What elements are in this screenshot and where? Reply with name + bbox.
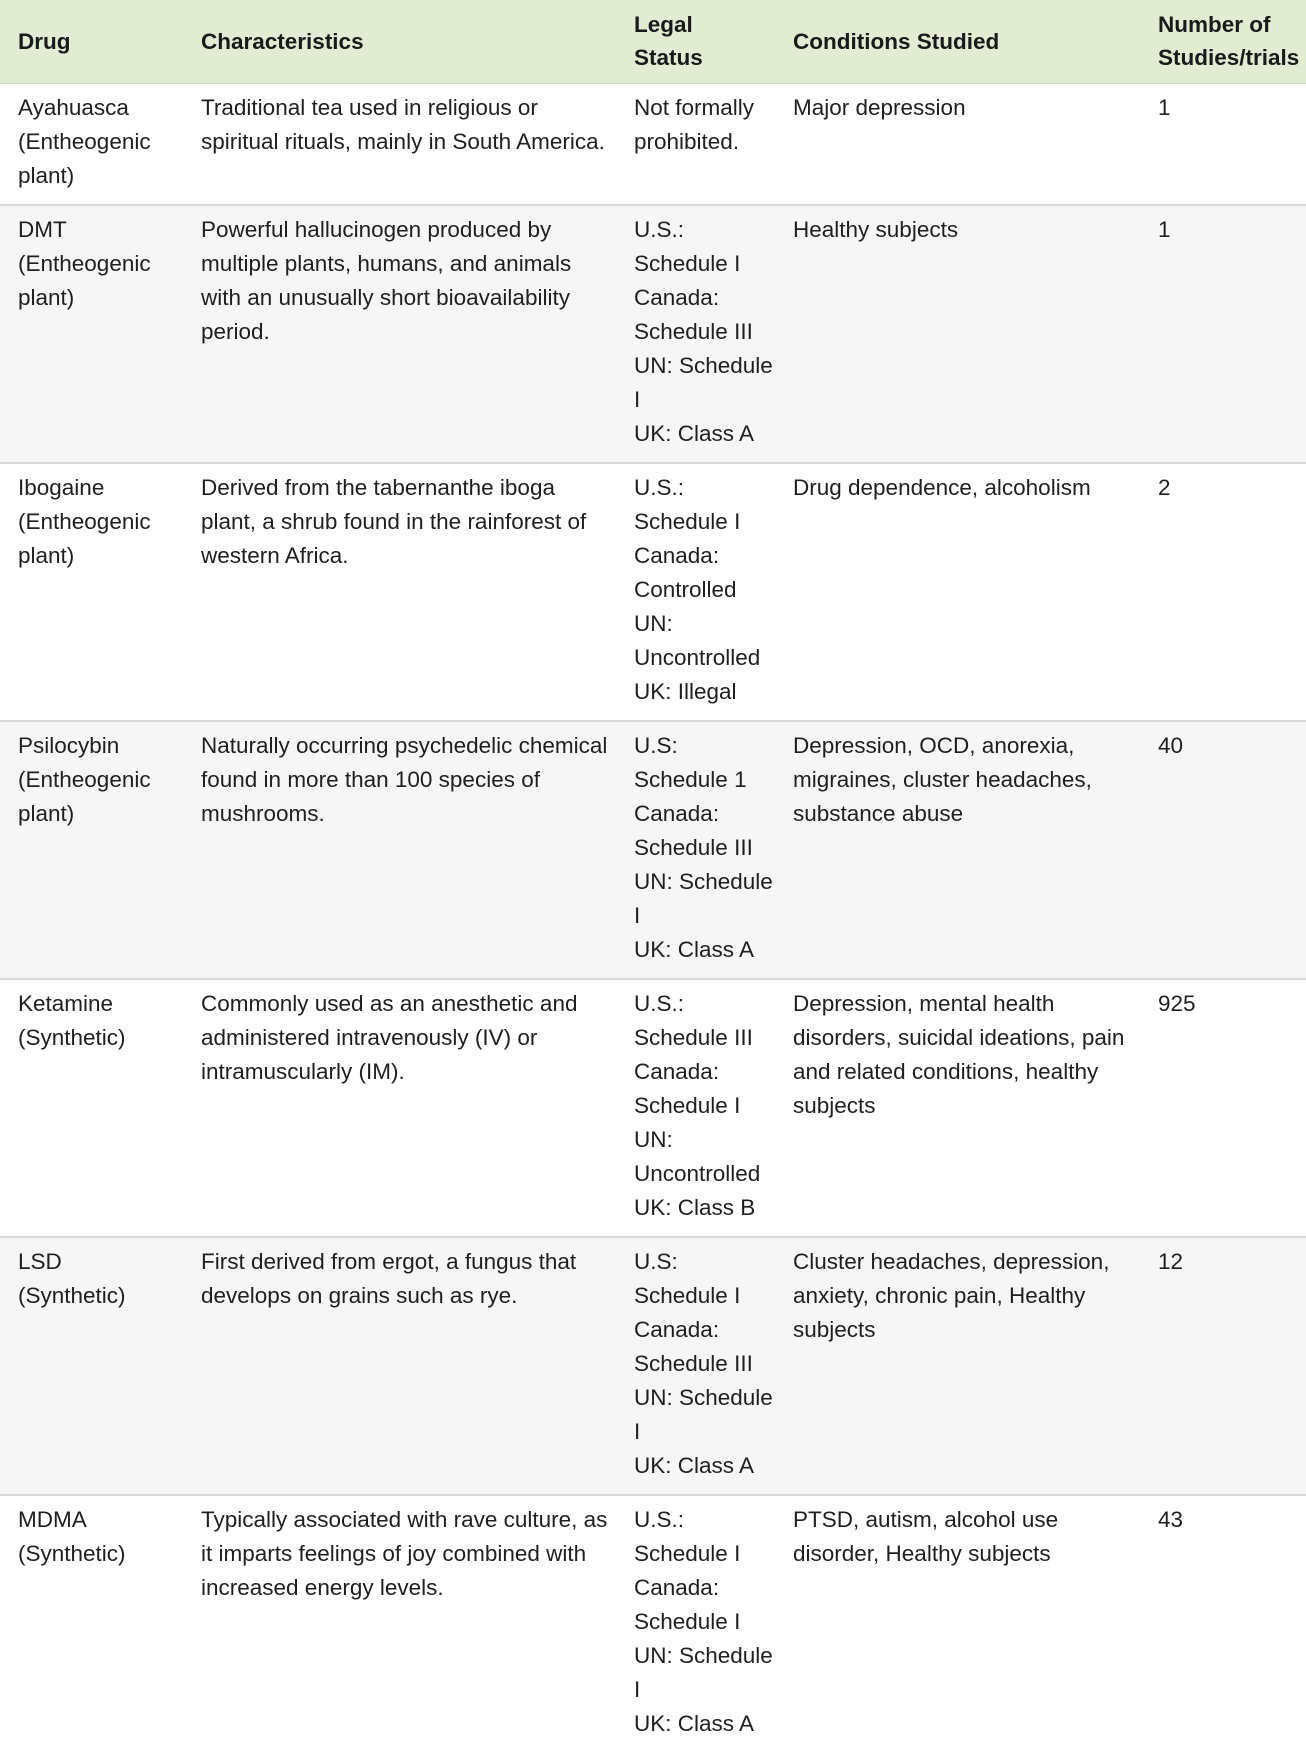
table-row <box>0 1237 1306 1495</box>
legal-status-entry: U.S.: Schedule I <box>634 1506 741 1566</box>
table-row <box>0 463 1306 721</box>
drug-cell <box>0 463 183 721</box>
table-header <box>0 0 1306 83</box>
drug-name: DMT <box>18 216 67 242</box>
studies-count-cell: 43 <box>1140 1495 1306 1752</box>
legal-status-entry: Canada: Schedule III <box>634 800 753 860</box>
drug-name: Psilocybin <box>18 732 120 758</box>
studies-count-cell: 40 <box>1140 721 1306 979</box>
legal-status-cell <box>616 721 775 979</box>
table-row <box>0 721 1306 979</box>
drug-type: (Entheogenic plant) <box>18 508 151 568</box>
legal-status-entry: UN: Schedule I <box>634 352 773 412</box>
legal-status-entry: UK: Class A <box>634 1452 755 1478</box>
studies-count-cell: 2 <box>1140 463 1306 721</box>
legal-status-entry: UK: Class A <box>634 1710 755 1736</box>
legal-status-cell <box>616 205 775 463</box>
table-row <box>0 83 1306 205</box>
header-number-of-studies <box>1140 0 1306 83</box>
drug-name: Ayahuasca <box>18 94 129 120</box>
drug-name: Ketamine <box>18 990 114 1016</box>
drug-cell <box>0 979 183 1237</box>
legal-status-entry: U.S: Schedule I <box>634 1248 741 1308</box>
characteristics-cell: Naturally occurring psychedelic chemical found in more than 100 species of mushrooms. <box>183 721 616 979</box>
table-body <box>0 83 1306 1752</box>
header-legal-status <box>616 0 775 83</box>
header-legal-status-line2: Status <box>634 45 703 71</box>
table-row <box>0 1495 1306 1752</box>
conditions-cell: Depression, mental health disorders, suicidal ideations, pain and related conditions, healthy subjects <box>775 979 1140 1237</box>
drug-name: Ibogaine <box>18 474 105 500</box>
studies-count-cell: 925 <box>1140 979 1306 1237</box>
legal-status-cell <box>616 1237 775 1495</box>
characteristics-cell: Commonly used as an anesthetic and administered intravenously (IV) or intramuscularly (IM). <box>183 979 616 1237</box>
header-drug: Drug <box>18 28 71 54</box>
header-row <box>0 0 1306 83</box>
conditions-cell: Drug dependence, alcoholism <box>775 463 1140 721</box>
studies-count-cell: 1 <box>1140 83 1306 205</box>
header-conditions-studied: Conditions Studied <box>793 28 1000 54</box>
drug-cell <box>0 205 183 463</box>
characteristics-cell: Traditional tea used in religious or spiritual rituals, mainly in South America. <box>183 83 616 205</box>
drug-cell <box>0 1237 183 1495</box>
drug-cell <box>0 721 183 979</box>
drug-type: (Entheogenic plant) <box>18 766 151 826</box>
legal-status-cell <box>616 463 775 721</box>
legal-status-cell <box>616 83 775 205</box>
legal-status-entry: Not formally prohibited. <box>634 94 755 154</box>
conditions-cell: Cluster headaches, depression, anxiety, chronic pain, Healthy subjects <box>775 1237 1140 1495</box>
legal-status-entry: UK: Class A <box>634 936 755 962</box>
legal-status-entry: UN: Uncontrolled <box>634 1126 761 1186</box>
studies-count-cell: 1 <box>1140 205 1306 463</box>
legal-status-entry: Canada: Schedule III <box>634 284 753 344</box>
drug-type: (Synthetic) <box>18 1024 126 1050</box>
drug-type: (Synthetic) <box>18 1282 126 1308</box>
drug-type: (Entheogenic plant) <box>18 250 151 310</box>
drug-type: (Synthetic) <box>18 1540 126 1566</box>
header-studies-line1: Number of <box>1158 12 1271 38</box>
legal-status-entry: Canada: Schedule III <box>634 1316 753 1376</box>
header-characteristics: Characteristics <box>201 28 364 54</box>
conditions-cell: Healthy subjects <box>775 205 1140 463</box>
legal-status-entry: U.S.: Schedule III <box>634 990 753 1050</box>
characteristics-cell: Powerful hallucinogen produced by multiple plants, humans, and animals with an unusually short bioavailability period. <box>183 205 616 463</box>
conditions-cell: PTSD, autism, alcohol use disorder, Healthy subjects <box>775 1495 1140 1752</box>
legal-status-entry: UK: Illegal <box>634 678 737 704</box>
characteristics-cell: Typically associated with rave culture, as it imparts feelings of joy combined with increased energy levels. <box>183 1495 616 1752</box>
legal-status-entry: U.S.: Schedule I <box>634 216 741 276</box>
legal-status-entry: Canada: Schedule I <box>634 1574 741 1634</box>
legal-status-entry: UK: Class B <box>634 1194 756 1220</box>
legal-status-entry: UK: Class A <box>634 420 755 446</box>
legal-status-cell <box>616 1495 775 1752</box>
legal-status-entry: UN: Schedule I <box>634 1384 773 1444</box>
drug-name: LSD <box>18 1248 62 1274</box>
characteristics-cell: Derived from the tabernanthe iboga plant, a shrub found in the rainforest of western Africa. <box>183 463 616 721</box>
drug-cell <box>0 83 183 205</box>
table-row <box>0 205 1306 463</box>
header-legal-status-line1: Legal <box>634 12 693 38</box>
header-studies-line2: Studies/trials <box>1158 45 1300 71</box>
legal-status-entry: Canada: Schedule I <box>634 1058 741 1118</box>
studies-count-cell: 12 <box>1140 1237 1306 1495</box>
drug-name: MDMA <box>18 1506 87 1532</box>
legal-status-entry: UN: Schedule I <box>634 1642 773 1702</box>
legal-status-entry: UN: Uncontrolled <box>634 610 761 670</box>
legal-status-entry: U.S: Schedule 1 <box>634 732 747 792</box>
characteristics-cell: First derived from ergot, a fungus that develops on grains such as rye. <box>183 1237 616 1495</box>
legal-status-entry: Canada: Controlled <box>634 542 737 602</box>
legal-status-entry: U.S.: Schedule I <box>634 474 741 534</box>
legal-status-entry: UN: Schedule I <box>634 868 773 928</box>
table-row <box>0 979 1306 1237</box>
drug-type: (Entheogenic plant) <box>18 128 151 188</box>
legal-status-cell <box>616 979 775 1237</box>
drug-cell <box>0 1495 183 1752</box>
conditions-cell: Depression, OCD, anorexia, migraines, cluster headaches, substance abuse <box>775 721 1140 979</box>
conditions-cell: Major depression <box>775 83 1140 205</box>
